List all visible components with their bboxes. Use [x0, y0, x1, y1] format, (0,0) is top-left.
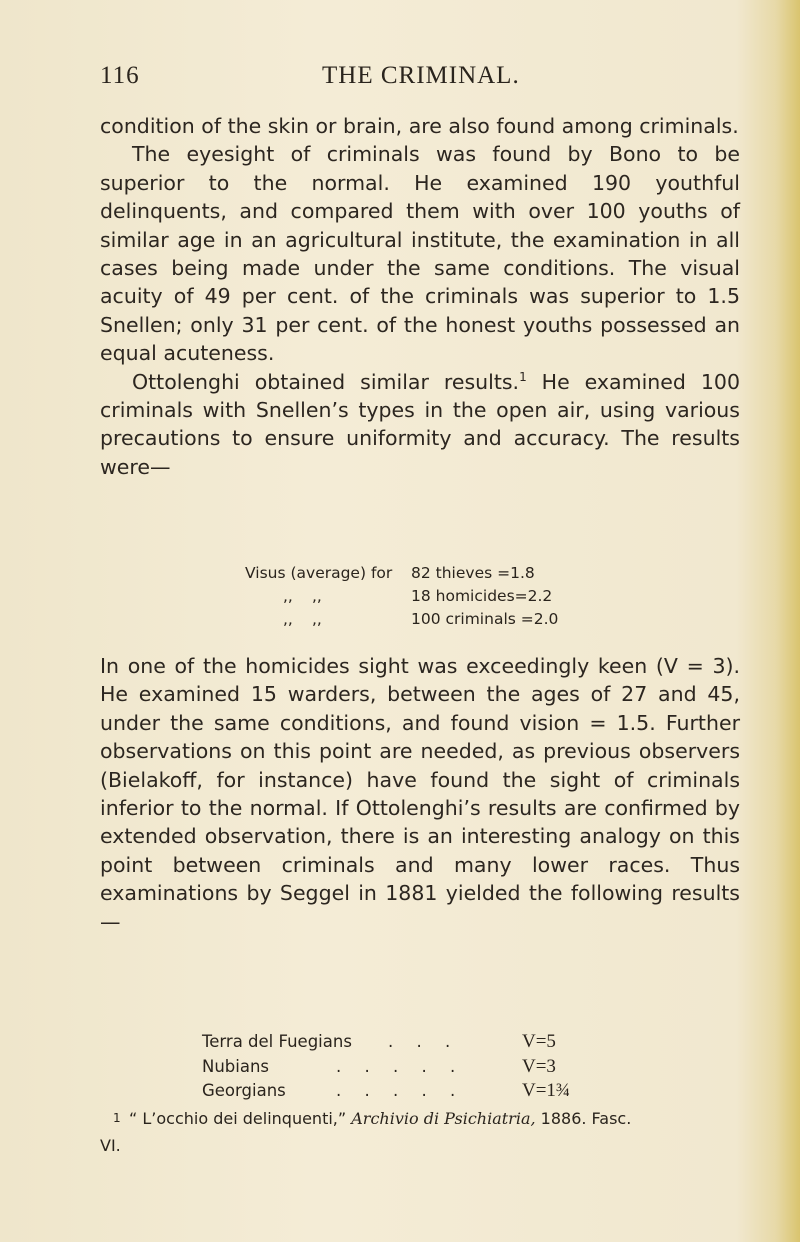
visus-value: 18 homicides=2.2	[411, 587, 553, 605]
page-number: 116	[100, 62, 140, 89]
ditto-mark: ,,	[283, 610, 293, 628]
text-block-lower	[100, 652, 740, 936]
paragraph-2: The eyesight of criminals was found by Bono to be superior to the normal. He examined 190 youthful delinquents, and compared them with over 100 youths of similar age in an agricultural institute, the examination in all cases being made under the same conditions. The visual acuity of 49 per cent. of the criminals was superior to 1.5 Snellen; only 31 per cent. of the honest youths possessed an equal acuteness.	[100, 142, 740, 366]
visus-value: 82 thieves =1.8	[411, 564, 535, 582]
running-header	[100, 62, 740, 92]
paragraph-1: condition of the skin or brain, are also found among criminals.	[100, 114, 739, 138]
footnote-line-2: VI.	[100, 1136, 121, 1155]
paragraph-3	[100, 368, 740, 482]
race-row	[202, 1055, 642, 1080]
visus-row	[245, 608, 645, 631]
footnote-ref: 1	[519, 369, 527, 384]
visus-row	[245, 562, 645, 585]
race-name: Terra del Fuegians	[202, 1032, 352, 1051]
visus-value: 100 criminals =2.0	[411, 610, 559, 628]
footnote-mark: 1	[113, 1111, 121, 1125]
leader-dots: . . . . .	[336, 1056, 465, 1076]
visus-lead: Visus (average) for	[245, 564, 393, 582]
leader-dots: . . .	[388, 1032, 460, 1051]
footnote-journal: Archivio di Psichiatria,	[351, 1109, 536, 1128]
footnote-line-1	[129, 1105, 631, 1132]
paragraph-3-start: Ottolenghi obtained similar results.	[132, 369, 520, 394]
paragraph-4: In one of the homicides sight was exceedingly keen (V = 3). He examined 15 warders, between the ages of 27 and 45, under the same conditions, and found vision = 1.5. Further observations on this point are needed, as previous observers (Bielakoff, for instance) have found the sight of criminals inferior to the normal. If Ottolenghi’s results are confirmed by extended observation, there is an interesting analogy on this point between criminals and many lower races. Thus examinations by Seggel in 1881 yielded the following results—	[100, 654, 740, 934]
leader-dots: . . . . .	[336, 1081, 465, 1100]
visus-table	[245, 562, 645, 631]
race-value: V=3	[522, 1055, 556, 1077]
race-value: V=1¾	[522, 1080, 571, 1101]
race-row	[202, 1079, 642, 1104]
race-name: Georgians	[202, 1081, 286, 1100]
race-row	[202, 1030, 642, 1055]
visus-row	[245, 585, 645, 608]
race-value: V=5	[522, 1031, 556, 1052]
footnote-citation: “ L’occhio dei delinquenti,”	[129, 1109, 352, 1128]
ditto-mark: ,,	[312, 610, 322, 628]
ditto-mark: ,,	[312, 587, 322, 605]
ditto-mark: ,,	[283, 587, 293, 605]
paragraph-3-rest: He examined 100 criminals with Snellen’s types in the open air, using various precautions to ensure uniformity and accuracy. The results were—	[100, 369, 740, 479]
running-title: THE CRIMINAL.	[322, 62, 520, 89]
footnote-year: 1886. Fasc.	[535, 1109, 632, 1128]
races-table	[202, 1030, 642, 1104]
text-block-upper	[100, 112, 740, 481]
race-name: Nubians	[202, 1056, 270, 1076]
